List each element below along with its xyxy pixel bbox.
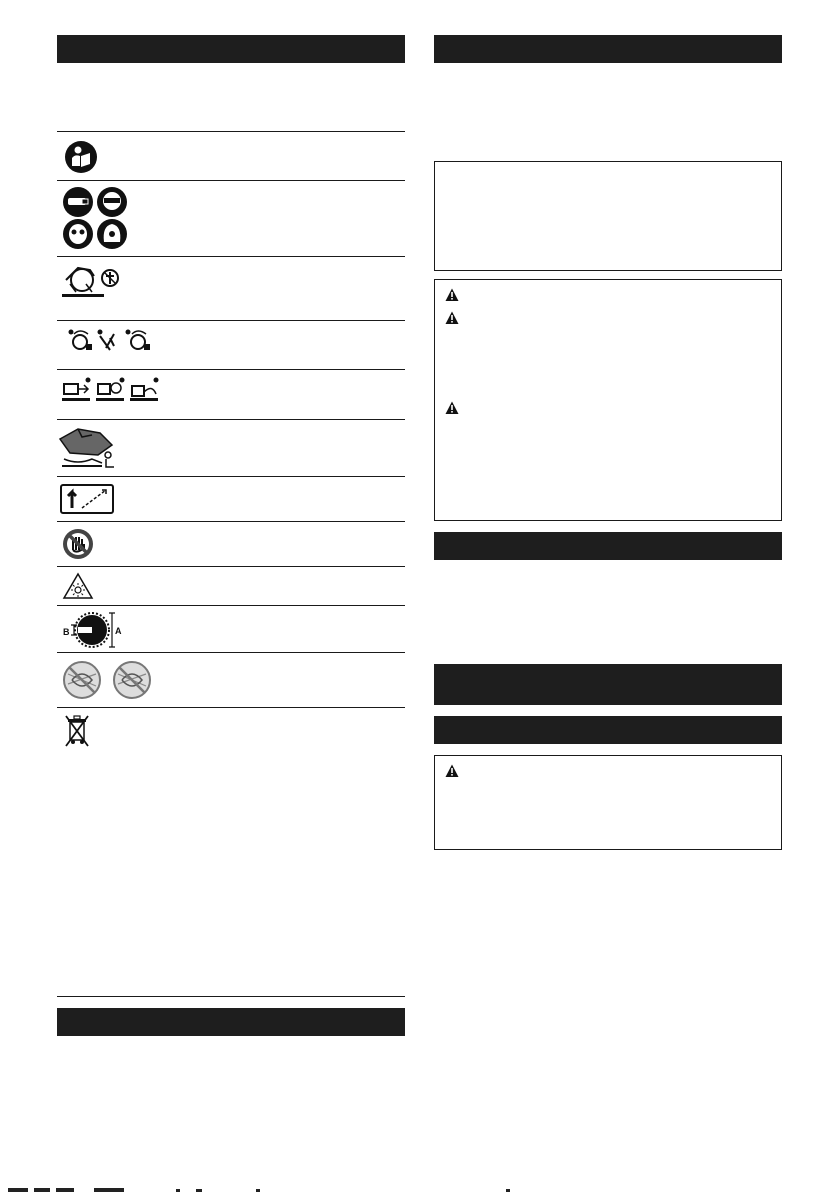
no-hands-icon — [62, 528, 94, 565]
warning-box — [434, 279, 782, 521]
table-row-divider — [57, 605, 405, 606]
laser-radiation-icon — [62, 572, 94, 605]
blade-label-b: B — [63, 627, 70, 637]
table-row-divider — [57, 180, 405, 181]
table-row-divider — [57, 476, 405, 477]
section-header-right-4 — [434, 716, 782, 744]
do-not-cut-icon — [62, 660, 156, 705]
warning-icon — [445, 764, 459, 778]
bevel-lock-icon — [66, 326, 156, 359]
blade-dimension-icon — [60, 611, 122, 654]
note-box — [434, 161, 782, 271]
table-row-divider — [57, 707, 405, 708]
table-bottom-rule — [57, 996, 405, 997]
direction-arrow-icon — [60, 484, 114, 519]
warning-icon — [445, 311, 459, 325]
section-header-right-1 — [434, 35, 782, 63]
blade-label-a: A — [115, 626, 122, 636]
protective-gear-icon — [62, 186, 130, 255]
section-header-right-3 — [434, 664, 782, 705]
table-row-divider — [57, 256, 405, 257]
page-bottom-strip — [0, 1186, 840, 1192]
keep-away-from-blade-icon — [60, 262, 124, 307]
table-row-divider — [57, 419, 405, 420]
hand-position-warning-icon — [58, 425, 118, 476]
slide-cut-direction-icon — [60, 376, 160, 411]
section-header-right-2 — [434, 532, 782, 560]
section-header-left-2 — [57, 1008, 405, 1036]
read-manual-icon — [64, 140, 98, 179]
weee-bin-icon — [64, 714, 90, 755]
table-row-divider — [57, 320, 405, 321]
warning-box-2 — [434, 755, 782, 850]
table-row-divider — [57, 369, 405, 370]
section-header-left-1 — [57, 35, 405, 63]
warning-icon — [445, 401, 459, 415]
table-top-rule — [57, 131, 405, 132]
table-row-divider — [57, 652, 405, 653]
warning-icon — [445, 288, 459, 302]
table-row-divider — [57, 566, 405, 567]
table-row-divider — [57, 521, 405, 522]
